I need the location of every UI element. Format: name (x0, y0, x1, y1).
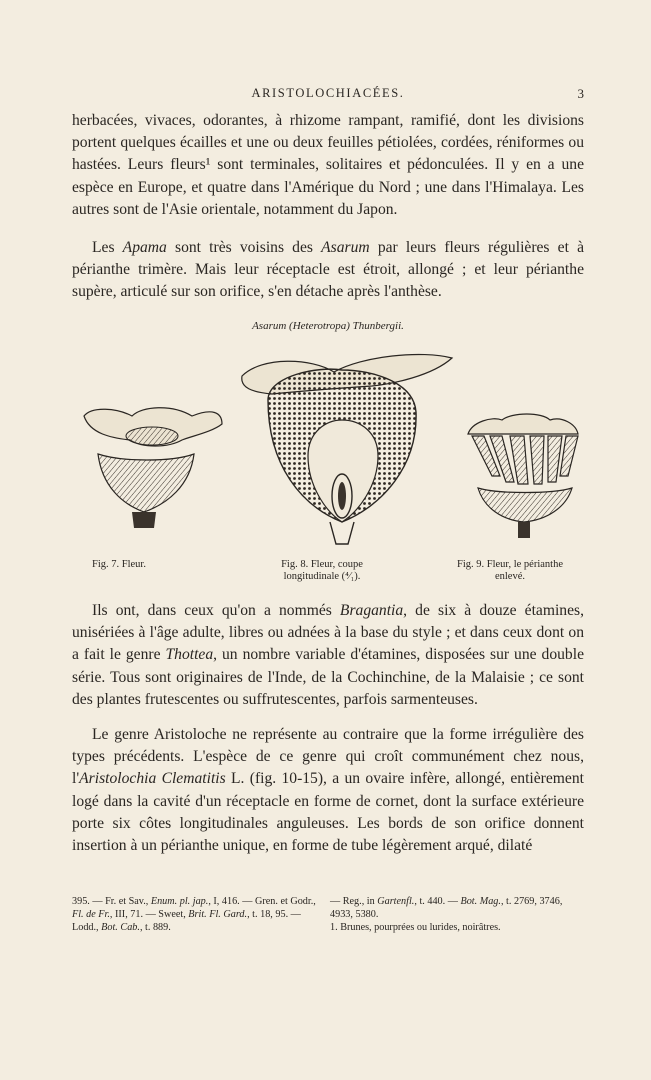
caption-fig8-line2: longitudinale (⁴⁄₁). (283, 571, 361, 582)
citation-title: Enum. pl. jap. (150, 896, 209, 907)
citation-title: Bot. Cab. (101, 922, 140, 933)
footnote-left (72, 895, 324, 934)
caption-fig8-line1: Fig. 8. Fleur, coupe (281, 559, 363, 570)
page-header (72, 86, 584, 106)
footnote-right (330, 895, 582, 934)
caption-fig9-line2: enlevé. (494, 571, 526, 582)
caption-fig8 (262, 559, 382, 583)
citation-title: Brit. Fl. Gard. (188, 909, 248, 920)
figure-title: Asarum (Heterotropa) Thunbergii. (252, 320, 404, 332)
text-run: , de six à douze étamines, unisériées à l'âge adulte, libres ou adnées à la base du style ; et dans ceux dont on a fait le genre (72, 602, 584, 664)
footnote-1: 1. Brunes, pourprées ou lurides, noirâtres. (330, 922, 501, 933)
text-run: , t. 18, 95. — Lodd., (72, 909, 301, 933)
botanical-illustration (72, 336, 584, 556)
text-run: par leurs fleurs régulières et à périanthe trimère. Mais leur réceptacle est étroit, allongé ; et leur périanthe supère, articulé sur son orifice, s'en détache après l'anthèse. (72, 239, 584, 301)
text-run: 395. — Fr. et Sav., (72, 896, 151, 907)
text-run: Ils ont, dans ceux qu'on a nommés (92, 602, 340, 619)
text-run: , t. 2769, 3746, 4933, 5380. (330, 896, 563, 920)
caption-fig9-line1: Fig. 9. Fleur, le périanthe (456, 559, 563, 570)
paragraph-4 (72, 724, 584, 857)
species-aristolochia-clematitis: Aristolochia Clematitis (79, 770, 226, 788)
fig8-section-drawing (242, 354, 452, 544)
genus-thottea: Thottea (165, 646, 214, 664)
caption-fig9 (440, 559, 580, 583)
text-run: , t. 889. (139, 922, 171, 933)
genus-asarum: Asarum (321, 239, 370, 256)
citation-title: Gartenfl. (377, 896, 415, 907)
text-run: Les (92, 239, 123, 256)
fig7-flower-drawing (84, 408, 222, 528)
running-title: ARISTOLOCHIACÉES. (251, 86, 405, 100)
text-run: , t. 440. — (414, 896, 461, 907)
paragraph-3 (72, 600, 584, 711)
fig9-flower-drawing (468, 414, 578, 538)
citation-title: Bot. Mag. (460, 896, 501, 907)
text-run: , III, 71. — Sweet, (109, 909, 189, 920)
paragraph-1: herbacées, vivaces, odorantes, à rhizome rampant, ramifié, dont les divisions portent quelques écailles et une ou deux feuilles pétiolées, cordées, réniformes ou hastées. Leurs fleurs¹ sont terminales, solitaires et pédonculées. Il y en a une espèce en Europe, et quatre dans l'Amérique du Nord ; une dans l'Himalaya. Les autres sont de l'Asie orientale, notamment du Japon. (72, 112, 584, 218)
text-run: sont très voisins des (166, 239, 322, 256)
text-run: Le genre Aristoloche ne représente au contraire que la forme irrégulière des types précédents. L'espèce de ce genre qui croît communément chez nous, l' (72, 726, 584, 788)
text-run: L. (fig. 10-15), a un ovaire infère, allongé, entièrement logé dans la cavité d'un réceptacle en forme de cornet, dont la surface extérieure porte six côtes longitudinales anguleuses. Les bords de son orifice donnent insertion à un périanthe unique, en forme de tube légèrement arqué, dilaté (72, 770, 584, 855)
text-run: — Reg., in (330, 896, 378, 907)
text-run: , I, 416. — Gren. et Godr., (208, 896, 316, 907)
page-number: 3 (577, 86, 584, 101)
citation-title: Fl. de Fr. (72, 909, 110, 920)
genus-bragantia: Bragantia (339, 602, 404, 619)
caption-fig7: Fig. 7. Fleur. (92, 559, 146, 570)
paragraph-2 (72, 237, 584, 304)
text-run: , un nombre variable d'étamines, disposées sur une double série. Tous sont originaires de l'Inde, de la Cochinchine, de la Malaisie ; ce sont des plantes frutescentes ou suffrutescentes, parfois sarmenteuses. (72, 646, 584, 708)
genus-apama: Apama (122, 239, 167, 256)
